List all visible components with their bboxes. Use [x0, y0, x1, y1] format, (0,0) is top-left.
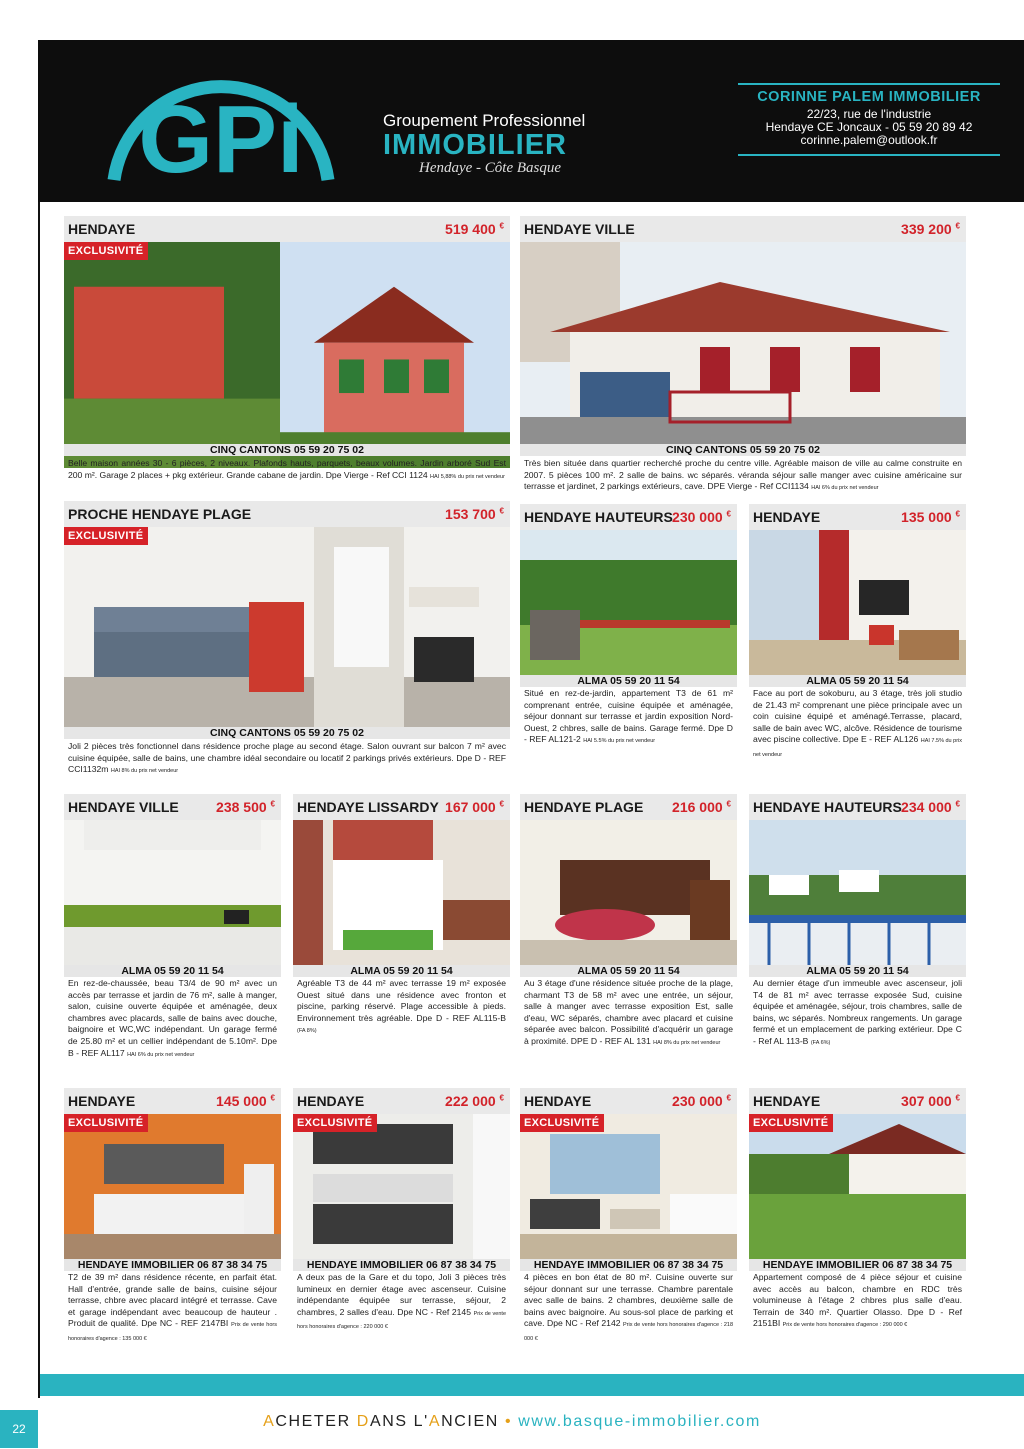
euro-icon: €	[726, 799, 731, 809]
euro-icon: €	[955, 509, 960, 519]
listing-header	[64, 501, 510, 527]
agency-address: 22/23, rue de l'industrie	[806, 107, 932, 121]
listing-price	[901, 799, 960, 815]
listing-contact: HENDAYE IMMOBILIER 06 87 38 34 75	[64, 1259, 281, 1271]
listing-fee-note: HAI 6% du prix net vendeur	[811, 485, 879, 492]
exclusive-badge: EXCLUSIVITÉ	[293, 1114, 377, 1132]
listing-description	[753, 978, 962, 1050]
footer-text-part: CHETER	[275, 1413, 357, 1430]
listing-fee-note: HAI 8% du prix net vendeur	[110, 768, 179, 775]
listing-photo[interactable]	[64, 527, 510, 729]
listing-city: HENDAYE LISSARDY	[297, 799, 439, 815]
divider	[738, 83, 1000, 85]
listing-city: HENDAYE PLAGE	[524, 799, 644, 815]
property-photo-icon	[749, 820, 966, 968]
property-photo-icon	[520, 242, 966, 444]
listing-fee-note: HAI 5.5% du prix net vendeur	[583, 738, 656, 745]
listing-card[interactable]	[749, 794, 966, 1078]
listing-price	[672, 799, 731, 815]
euro-icon: €	[270, 1093, 275, 1103]
listing-contact: ALMA 05 59 20 11 54	[520, 675, 737, 687]
listing-contact: ALMA 05 59 20 11 54	[520, 965, 737, 977]
listing-header	[520, 794, 737, 820]
listing-contact: CINQ CANTONS 05 59 20 75 02	[520, 444, 966, 456]
listing-description-text: Agréable T3 de 44 m² avec terrasse 19 m² exposée Ouest situé dans une résidence avec fronton et piscine, parking réservé. Plage accessible à pieds. Environnement très agréable. Dpe D - REF AL115-B	[297, 978, 506, 1023]
listing-price	[216, 1093, 275, 1109]
listing-description	[524, 688, 733, 748]
listing-city: HENDAYE	[753, 1093, 821, 1109]
listing-price-value: 230 000	[672, 1093, 723, 1109]
listing-description	[524, 458, 962, 495]
listing-price-value: 234 000	[901, 799, 952, 815]
listing-card[interactable]	[520, 1088, 737, 1372]
listing-header	[749, 1088, 966, 1114]
listing-description-text: T2 de 39 m² dans résidence récente, en parfait état. Hall d'entrée, grande salle de bains, cuisine séjour terrasse, chbre avec placard intégré et terrasse. Cave et garage indépendant avec beaucoup de hauteur . Produit de qualité. Dpe NC - REF 2147BI	[68, 1272, 277, 1329]
listing-card[interactable]	[293, 794, 510, 1078]
euro-icon: €	[499, 799, 504, 809]
listing-photo[interactable]	[520, 530, 737, 678]
listing-description	[68, 741, 506, 778]
listing-price-value: 519 400	[445, 221, 496, 237]
listing-description-text: A deux pas de la Gare et du topo, Joli 3 pièces très lumineux en dernier étage avec ascenseur. Cuisine indépendante équipée sur terrasse, séjour, 2 chambres, 2 salles d'eau. Dpe NC - Ref 2145	[297, 1272, 506, 1317]
listing-description-text: Appartement composé de 4 pièce séjour et cuisine avec accès au balcon, chambre en RDC très volumineuse à l'étage 2 chbres plus salle d'eau. Terrain de 340 m². Quartier Olasso. Dpe D - Ref 2151BI	[753, 1272, 962, 1329]
listing-photo[interactable]	[293, 1114, 510, 1260]
listing-fee-note: HAI 8% du prix net vendeur	[653, 1039, 721, 1046]
listing-description	[297, 978, 506, 1038]
listing-price-value: 307 000	[901, 1093, 952, 1109]
listing-description	[297, 1272, 506, 1334]
listing-price	[445, 1093, 504, 1109]
property-photo-icon	[64, 527, 510, 729]
euro-icon: €	[726, 1093, 731, 1103]
listing-description	[753, 688, 962, 762]
listing-fee-note: Prix de vente hors honoraires d'agence : 220 000 €	[297, 1310, 506, 1331]
property-photo-icon	[520, 1114, 737, 1260]
property-photo-icon	[64, 820, 281, 968]
listing-city: HENDAYE	[753, 509, 821, 525]
footer-text	[0, 1413, 1024, 1431]
listing-description	[753, 1272, 962, 1332]
listing-description	[524, 978, 733, 1050]
euro-icon: €	[726, 509, 731, 519]
listing-description-text: Face au port de sokoburu, au 3 étage, très joli studio de 21.43 m² comprenant une pièce principale avec un coin cuisine équipé et aménagé.Terrasse, placard, salle de bain avec WC, alcôve. Résidence de tourisme avec piscine collective. Dpe E - REF AL126	[753, 688, 962, 745]
listing-photo[interactable]	[64, 1114, 281, 1260]
listing-description-text: Très bien située dans quartier recherché proche du centre ville. Agréable maison de ville au calme construite en 2007. 5 pièces 100 m². 2 salle de bains. wc séparés. véranda séjour salle manger avec cuisine américaine sur terrasse et jardinet, 2 parkings extérieurs, cave. DPE Vierge - Ref CCI1134	[524, 458, 962, 492]
exclusive-badge: EXCLUSIVITÉ	[64, 527, 148, 545]
listing-price	[901, 509, 960, 525]
listing-contact: ALMA 05 59 20 11 54	[749, 965, 966, 977]
listing-card[interactable]	[64, 216, 510, 500]
property-photo-icon	[749, 530, 966, 678]
listing-card[interactable]	[749, 1088, 966, 1372]
listing-card[interactable]	[520, 794, 737, 1078]
page-frame	[38, 202, 40, 1398]
listing-fee-note: (FA 8%)	[297, 1028, 317, 1035]
exclusive-badge: EXCLUSIVITÉ	[749, 1114, 833, 1132]
listing-header	[293, 794, 510, 820]
brand-block	[383, 112, 585, 177]
listing-header	[520, 1088, 737, 1114]
listing-price	[445, 799, 504, 815]
brand-line2: IMMOBILIER	[383, 129, 567, 161]
euro-icon: €	[499, 1093, 504, 1103]
property-photo-icon	[293, 1114, 510, 1260]
listing-contact: ALMA 05 59 20 11 54	[64, 965, 281, 977]
listing-description	[68, 978, 277, 1061]
listing-contact: HENDAYE IMMOBILIER 06 87 38 34 75	[749, 1259, 966, 1271]
listing-card[interactable]	[64, 501, 510, 791]
listing-card[interactable]	[520, 504, 737, 768]
listing-contact: HENDAYE IMMOBILIER 06 87 38 34 75	[520, 1259, 737, 1271]
listing-city: HENDAYE HAUTEURS	[753, 799, 902, 815]
listing-city: HENDAYE VILLE	[68, 799, 179, 815]
listing-photo[interactable]	[64, 820, 281, 968]
euro-icon: €	[955, 221, 960, 231]
listing-card[interactable]	[749, 504, 966, 768]
listing-description-text: Au 3 étage d'une résidence située proche de la plage, charmant T3 de 58 m² avec une entrée, un séjour, salle à manger avec terrasse exposition Est, salle d'eau, WC séparés, chambre avec placard et cuisine séparée avec balcon. Possibilité d'acquérir un garage à proximité. DPE D - REF AL 131	[524, 978, 733, 1046]
listing-photo[interactable]	[520, 820, 737, 968]
listing-description-text: Belle maison années 30 - 6 pièces, 2 niveaux. Plafonds hauts, parquets, beaux volumes. Jardin arboré Sud Est 200 m². Garage 2 places + pkg extérieur. Grande cabane de jardin. Dpe Vierge - Ref CCI 1124	[68, 458, 506, 480]
euro-icon: €	[955, 799, 960, 809]
listing-city: HENDAYE	[524, 1093, 592, 1109]
listing-price	[901, 1093, 960, 1109]
euro-icon: €	[499, 221, 504, 231]
page-number: 22	[0, 1410, 38, 1448]
listing-contact: CINQ CANTONS 05 59 20 75 02	[64, 444, 510, 456]
listing-description-text: 4 pièces en bon état de 80 m². Cuisine ouverte sur séjour donnant sur une terrasse. Chambre parentale avec salle de bains. 2 chambres, deuxième salle de bains avec baignoire. Au sous-sol place de parking et cave. Dpe NC - Ref 2142	[524, 1272, 733, 1329]
listing-description-text: Situé en rez-de-jardin, appartement T3 de 61 m² comprenant entrée, cuisine équipée et aménagée, séjour donnant sur terrasse et jardin exposition Nord-Ouest, 2 chbres, salle de bains. Garage fermé. Dpe D - REF AL121-2	[524, 688, 733, 745]
listing-header	[293, 1088, 510, 1114]
listing-photo[interactable]	[520, 242, 966, 444]
listing-city: HENDAYE HAUTEURS	[524, 509, 673, 525]
listing-photo[interactable]	[749, 820, 966, 968]
listing-description	[68, 1272, 277, 1346]
gpi-logo-icon	[96, 52, 346, 192]
listing-price	[901, 221, 960, 237]
property-photo-icon	[293, 820, 510, 968]
listing-header	[64, 1088, 281, 1114]
brand-line1: Groupement Professionnel	[383, 111, 586, 130]
website-link[interactable]: www.basque-immobilier.com	[518, 1413, 761, 1430]
listing-contact: HENDAYE IMMOBILIER 06 87 38 34 75	[293, 1259, 510, 1271]
listing-card[interactable]	[293, 1088, 510, 1372]
listing-price-value: 339 200	[901, 221, 952, 237]
listing-card[interactable]	[64, 794, 281, 1078]
listing-description-text: Au dernier étage d'un immeuble avec ascenseur, joli T4 de 81 m² avec terrasse exposée Sud, cuisine équipée et aménagée, séjour, trois chambres, salle de bains, wc séparés. Nombreux rangements. Un garage fermé et un emplacement de parking extérieur. Dpe C - Ref AL 113-B	[753, 978, 962, 1046]
listing-price	[445, 506, 504, 522]
euro-icon: €	[270, 799, 275, 809]
listing-description	[68, 458, 506, 483]
bullet-icon: •	[504, 1413, 513, 1430]
footer-text-part: ANS L'	[369, 1413, 429, 1430]
divider	[738, 154, 1000, 156]
listing-price-value: 230 000	[672, 509, 723, 525]
footer-text-part: A	[428, 1413, 442, 1430]
brand-line3: Hendaye - Côte Basque	[419, 160, 562, 176]
listing-fee-note: HAI 7.5% du prix net vendeur	[753, 738, 963, 758]
agency-email[interactable]: corinne.palem@outlook.fr	[800, 133, 938, 147]
listing-price	[672, 509, 731, 525]
property-photo-icon	[520, 530, 737, 678]
listing-fee-note: Prix de vente hors honoraires d'agence : 218 000 €	[524, 1322, 733, 1342]
listing-city: HENDAYE	[68, 221, 136, 237]
footer-text-part: A	[263, 1413, 276, 1430]
euro-icon: €	[955, 1093, 960, 1103]
listing-fee-note: HAI 5,88% du prix net vendeur	[430, 473, 505, 480]
listing-photo[interactable]	[749, 530, 966, 678]
listing-price-value: 135 000	[901, 509, 952, 525]
accent-bar	[40, 1374, 1024, 1396]
listing-header	[64, 794, 281, 820]
listing-price-value: 222 000	[445, 1093, 496, 1109]
listing-fee-note: HAI 6% du prix net vendeur	[127, 1051, 195, 1058]
euro-icon: €	[499, 506, 504, 516]
exclusive-badge: EXCLUSIVITÉ	[520, 1114, 604, 1132]
listing-city: HENDAYE VILLE	[524, 221, 635, 237]
listing-city: PROCHE HENDAYE PLAGE	[68, 506, 252, 522]
listing-photo[interactable]	[293, 820, 510, 968]
listing-header	[749, 794, 966, 820]
listing-price	[216, 799, 275, 815]
property-photo-icon	[64, 1114, 281, 1260]
listing-contact: ALMA 05 59 20 11 54	[749, 675, 966, 687]
property-photo-icon	[520, 820, 737, 968]
listing-price-value: 167 000	[445, 799, 496, 815]
header-banner	[38, 40, 1024, 202]
property-photo-icon	[64, 242, 510, 468]
listing-card[interactable]	[64, 1088, 281, 1372]
property-photo-icon	[749, 1114, 966, 1260]
exclusive-badge: EXCLUSIVITÉ	[64, 1114, 148, 1132]
listing-contact: ALMA 05 59 20 11 54	[293, 965, 510, 977]
listing-photo[interactable]	[520, 1114, 737, 1260]
listing-description-text: En rez-de-chaussée, beau T3/4 de 90 m² avec un accès par terrasse et jardin de 76 m², salle à manger, salon, cuisine ouverte équipée et aménagée, deux chambres avec placards, salle de bains avec douche, baignoire et WC,WC indépendant. Un garage fermé de 25.80 m² et un cellier indépendant de 5.10m². Dpe B - REF AL117	[68, 978, 277, 1058]
listing-fee-note: Prix de vente hors honoraires d'agence : 135 000 €	[68, 1322, 278, 1342]
listing-header	[520, 504, 737, 530]
listing-price-value: 238 500	[216, 799, 267, 815]
listing-price-value: 153 700	[445, 506, 496, 522]
listing-fee-note: (FA 6%)	[810, 1039, 831, 1046]
listing-header	[749, 504, 966, 530]
listing-header	[520, 216, 966, 242]
listing-description-text: Joli 2 pièces très fonctionnel dans résidence proche plage au second étage. Salon ouvrant sur balcon 7 m² avec cuisine équipée, salle de bains, une chambre idéal secondaire ou locatif 2 parkings privés extérieurs. Dpe D - REF CCI1132m	[68, 741, 506, 775]
listing-contact: CINQ CANTONS 05 59 20 75 02	[64, 727, 510, 739]
exclusive-badge: EXCLUSIVITÉ	[64, 242, 148, 260]
listing-header	[64, 216, 510, 242]
agency-block	[738, 83, 1000, 156]
listing-description	[524, 1272, 733, 1346]
agency-phone: Hendaye CE Joncaux - 05 59 20 89 42	[765, 120, 973, 134]
agency-name: CORINNE PALEM IMMOBILIER	[757, 89, 981, 105]
listing-fee-note: Prix de vente hors honoraires d'agence : 290 000 €	[782, 1322, 908, 1329]
footer-text-part: D	[356, 1413, 370, 1430]
listing-photo[interactable]	[64, 242, 510, 468]
listing-card[interactable]	[520, 216, 966, 500]
listing-price-value: 145 000	[216, 1093, 267, 1109]
svg-text:GPi: GPi	[138, 86, 304, 192]
footer-text-part: NCIEN	[441, 1413, 499, 1430]
listing-price-value: 216 000	[672, 799, 723, 815]
listing-city: HENDAYE	[297, 1093, 365, 1109]
listing-photo[interactable]	[749, 1114, 966, 1260]
listing-price	[445, 221, 504, 237]
listing-city: HENDAYE	[68, 1093, 136, 1109]
listing-price	[672, 1093, 731, 1109]
